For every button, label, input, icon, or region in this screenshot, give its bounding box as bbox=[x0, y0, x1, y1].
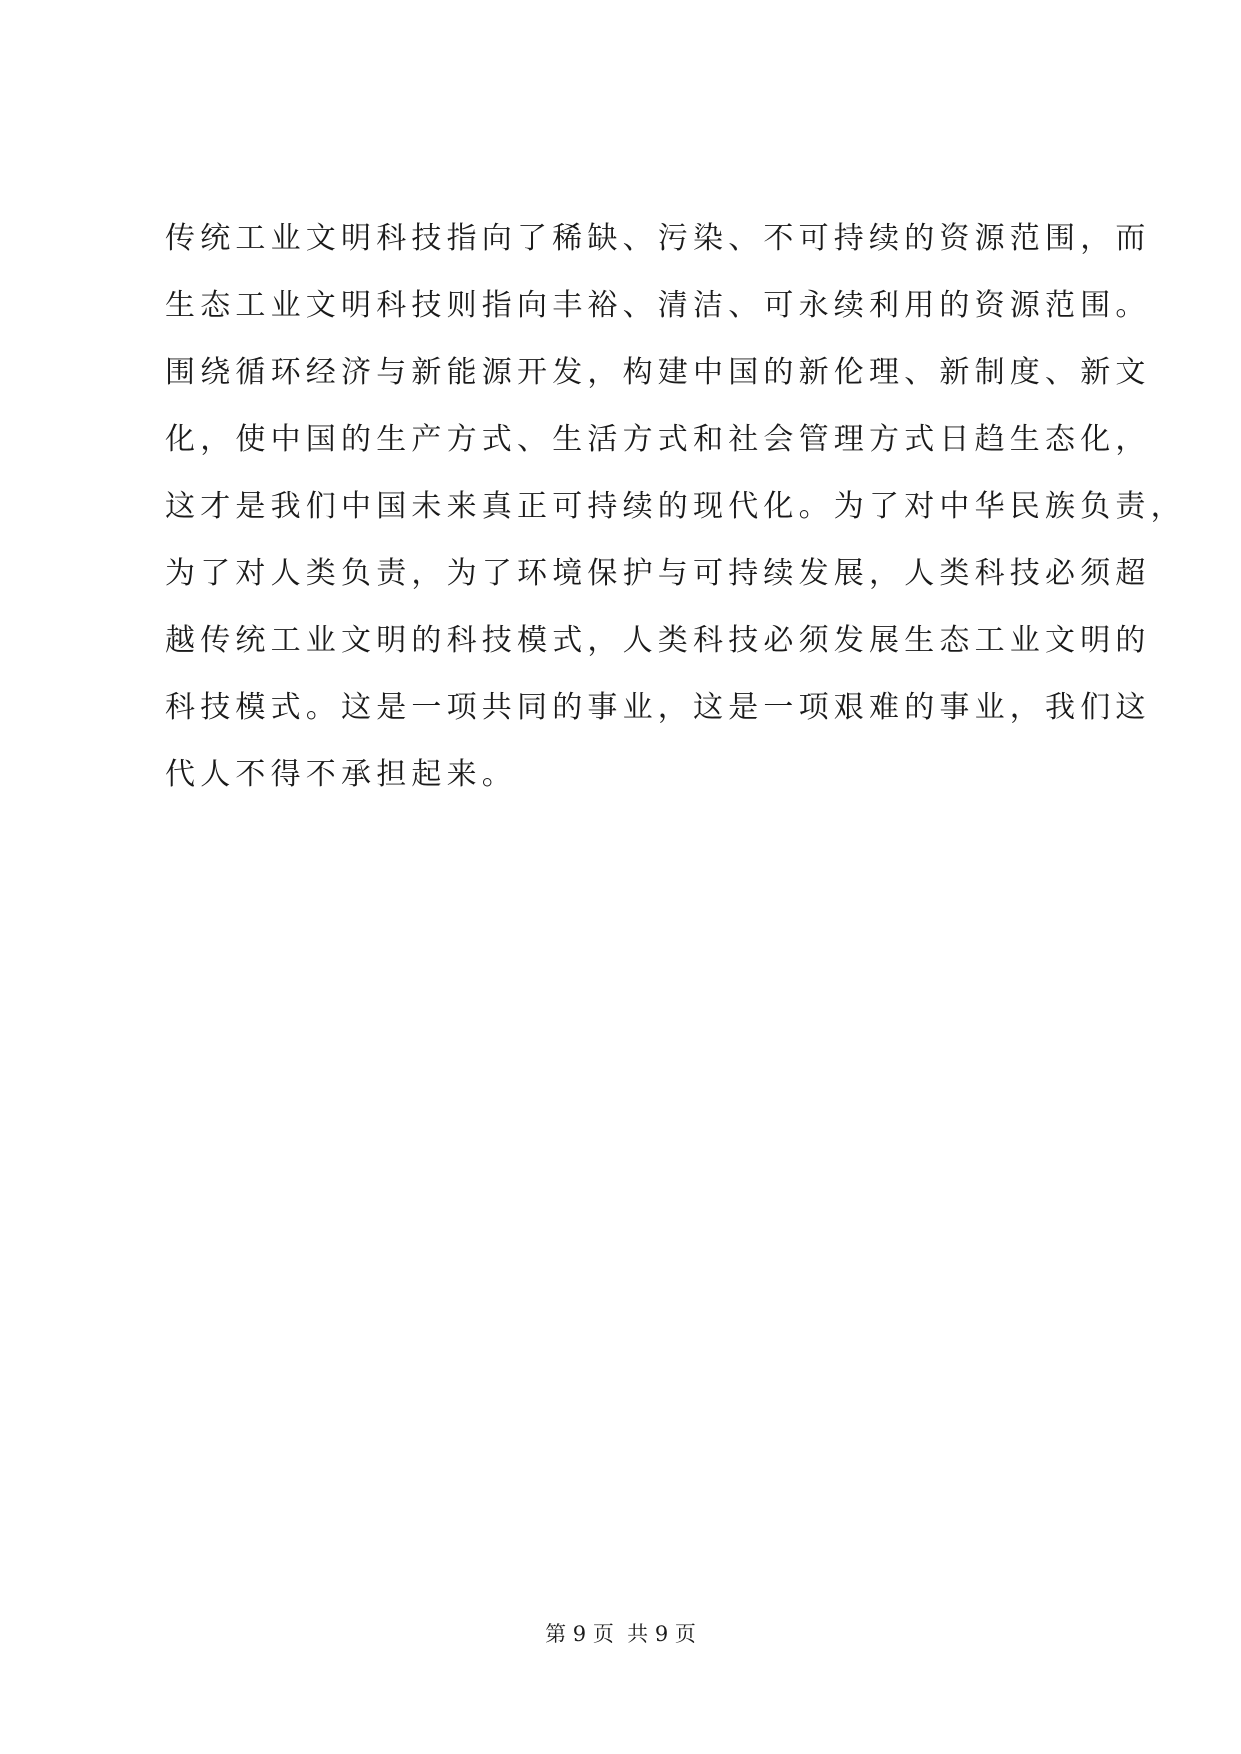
body-paragraph bbox=[165, 205, 1186, 808]
text-line: 科技模式。这是一项共同的事业，这是一项艰难的事业，我们这 bbox=[165, 690, 1151, 725]
text-line: 传统工业文明科技指向了稀缺、污染、不可持续的资源范围，而 bbox=[165, 221, 1151, 256]
text-line: 越传统工业文明的科技模式，人类科技必须发展生态工业文明的 bbox=[165, 623, 1151, 658]
text-line: 围绕循环经济与新能源开发，构建中国的新伦理、新制度、新文 bbox=[165, 355, 1151, 390]
text-line: 为了对人类负责，为了环境保护与可持续发展，人类科技必须超 bbox=[165, 556, 1151, 591]
text-line: 代人不得不承担起来。 bbox=[165, 757, 517, 792]
text-line: 生态工业文明科技则指向丰裕、清洁、可永续利用的资源范围。 bbox=[165, 288, 1151, 323]
text-line: 这才是我们中国未来真正可持续的现代化。为了对中华民族负责， bbox=[165, 489, 1186, 524]
text-line: 化，使中国的生产方式、生活方式和社会管理方式日趋生态化， bbox=[165, 422, 1151, 457]
page-footer bbox=[0, 1619, 1241, 1649]
page-number-label: 第 9 页 共 9 页 bbox=[545, 1622, 696, 1646]
